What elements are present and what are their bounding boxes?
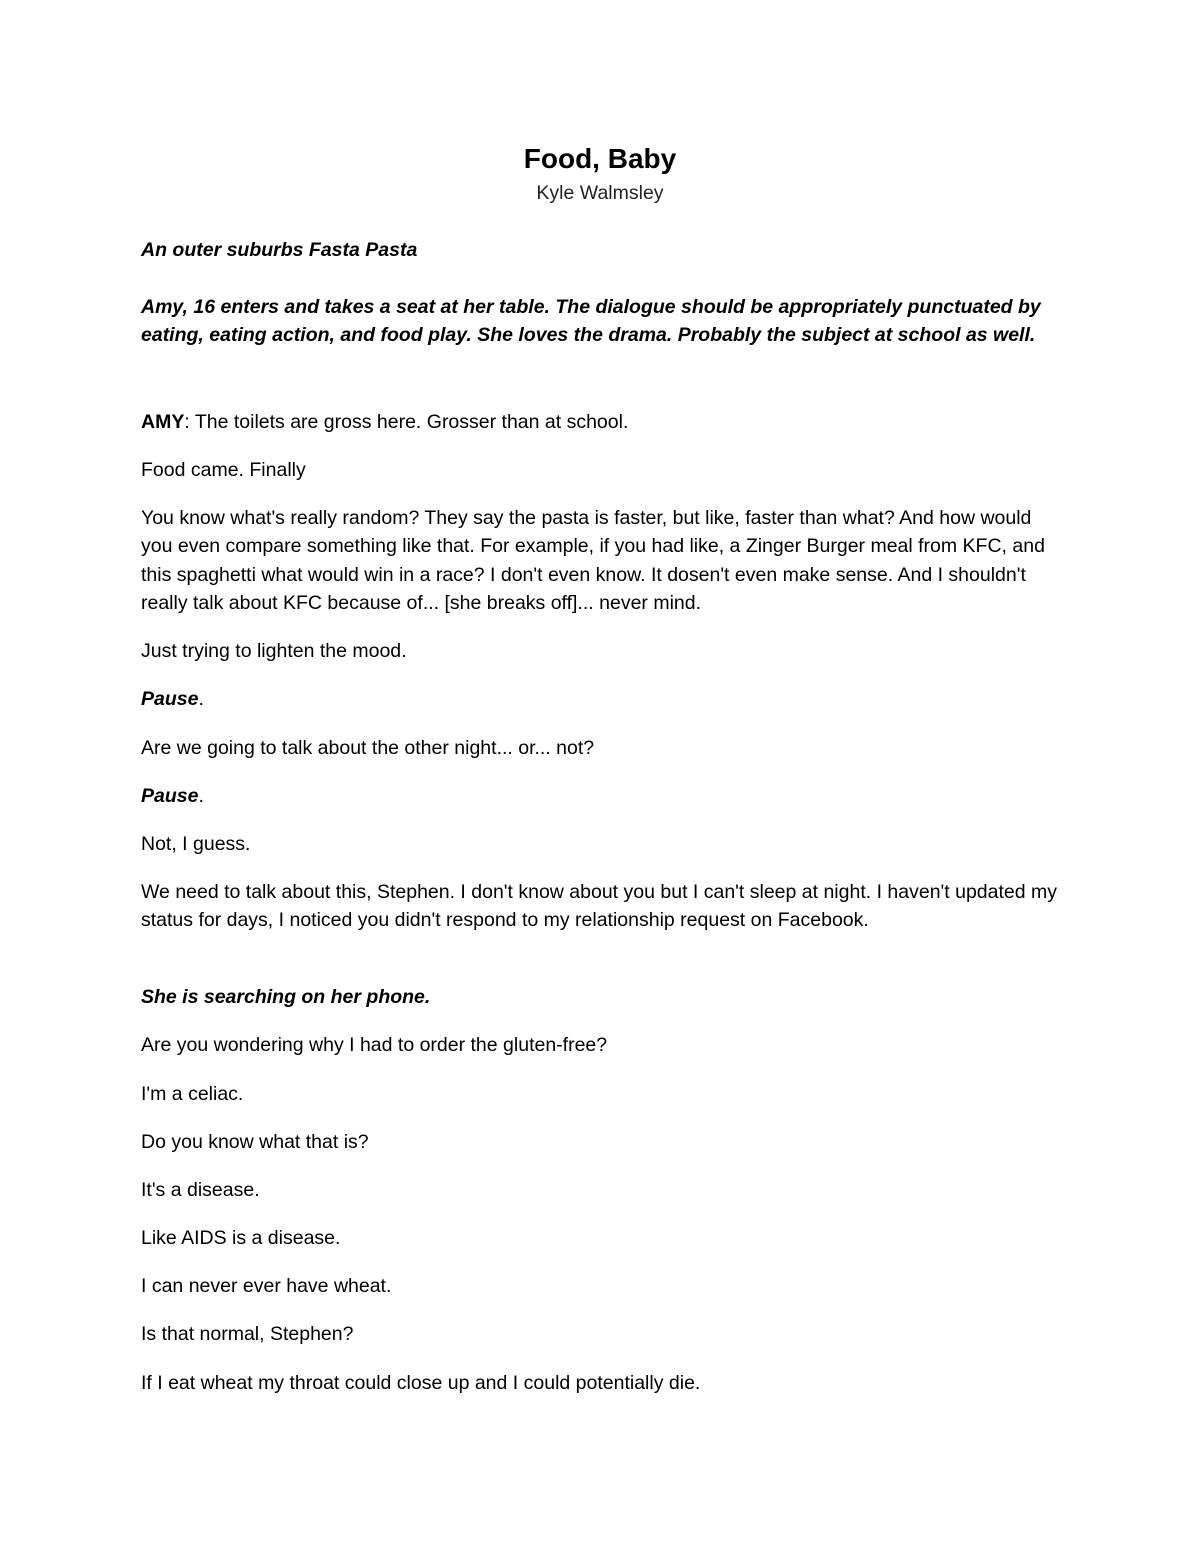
pause-period: .	[198, 785, 204, 807]
dialogue-line-11: It's a disease.	[141, 1179, 260, 1201]
dialogue-line-2: Food came. Finally	[141, 459, 306, 481]
dialogue-line-15: If I eat wheat my throat could close up and I could potentially die.	[141, 1372, 701, 1394]
dialogue-line-1	[141, 408, 1061, 436]
dialogue-line-3: You know what's really random? They say the pasta is faster, but like, faster than what? And how would you even compare something like that. For example, if you had like, a Zinger Burger meal from KFC, and this spaghetti what would win in a race? I don't even know. It dosen't even make sense. And I shouldn't really talk about KFC because of... [she breaks off]... never mind.	[141, 507, 1045, 615]
dialogue-line-14: Is that normal, Stephen?	[141, 1323, 354, 1345]
dialogue-line-4: Just trying to lighten the mood.	[141, 640, 407, 662]
dialogue-line-7: We need to talk about this, Stephen. I don't know about you but I can't sleep at night. I haven't updated my status for days, I noticed you didn't respond to my relationship request on Facebook.	[141, 881, 1057, 932]
dialogue-line-5: Are we going to talk about the other night... or... not?	[141, 737, 595, 759]
dialogue-line-13: I can never ever have wheat.	[141, 1275, 392, 1297]
pause-period: .	[198, 688, 204, 710]
dialogue-text: : The toilets are gross here. Grosser than at school.	[184, 411, 629, 433]
stage-direction-phone: She is searching on her phone.	[141, 986, 431, 1008]
play-title: Food, Baby	[523, 143, 677, 174]
pause-direction-2	[141, 782, 1061, 810]
pause-label: Pause	[141, 688, 199, 710]
dialogue-line-9: I'm a celiac.	[141, 1083, 244, 1105]
dialogue-line-12: Like AIDS is a disease.	[141, 1227, 341, 1249]
dialogue-line-10: Do you know what that is?	[141, 1131, 369, 1153]
pause-direction-1	[141, 685, 1061, 713]
setting-direction: An outer suburbs Fasta Pasta	[141, 239, 418, 261]
author-name: Kyle Walmsley	[536, 182, 664, 204]
speaker-name: AMY	[141, 411, 185, 433]
dialogue-line-6: Not, I guess.	[141, 833, 251, 855]
pause-label: Pause	[141, 785, 199, 807]
stage-direction-intro: Amy, 16 enters and takes a seat at her table. The dialogue should be appropriately punctuated by eating, eating action, and food play. She loves the drama. Probably the subject at school as well.	[141, 296, 1041, 347]
dialogue-line-8: Are you wondering why I had to order the gluten-free?	[141, 1034, 608, 1056]
